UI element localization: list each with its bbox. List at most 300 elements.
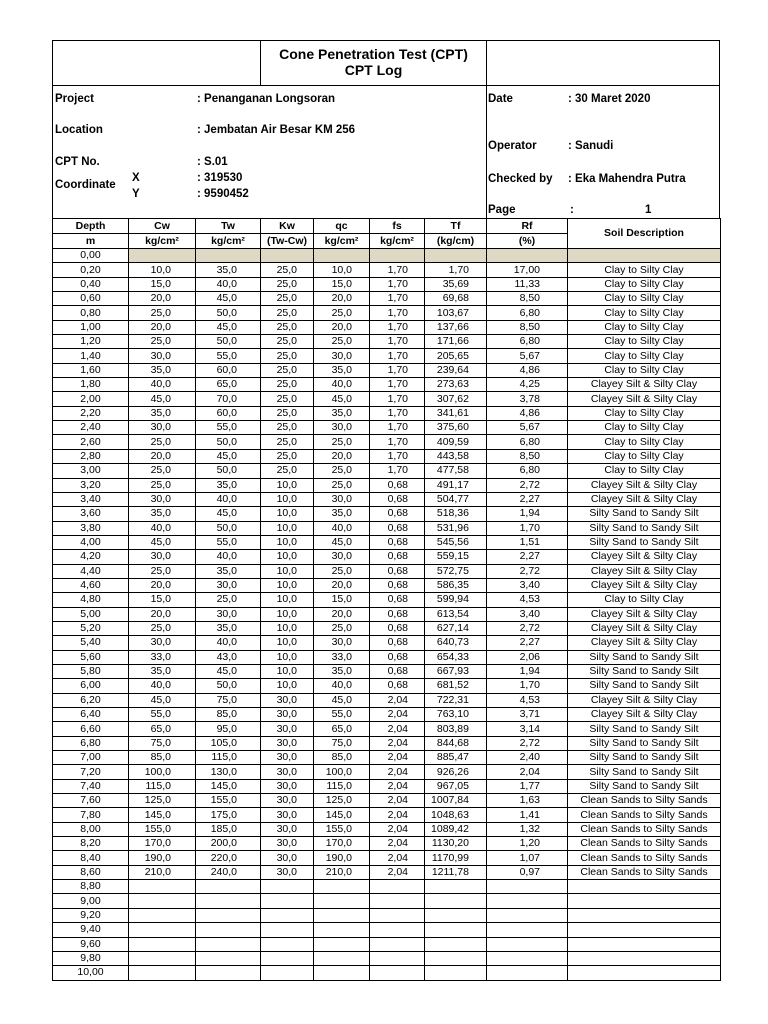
depth-cell: 7,00 [53, 751, 129, 765]
cw-cell: 40,0 [129, 521, 196, 535]
kw-cell: 30,0 [261, 808, 314, 822]
kw-cell: 30,0 [261, 837, 314, 851]
depth-cell: 4,40 [53, 564, 129, 578]
depth-cell: 6,00 [53, 679, 129, 693]
fs-cell: 0,68 [370, 650, 425, 664]
rf-cell: 8,50 [487, 292, 568, 306]
soil-description-cell [568, 880, 721, 894]
tw-cell: 40,0 [196, 636, 261, 650]
cw-cell: 25,0 [129, 435, 196, 449]
depth-cell: 8,20 [53, 837, 129, 851]
fs-cell: 1,70 [370, 406, 425, 420]
fs-cell: 0,68 [370, 636, 425, 650]
depth-cell: 0,60 [53, 292, 129, 306]
depth-cell: 5,00 [53, 607, 129, 621]
fs-cell: 0,68 [370, 507, 425, 521]
depth-cell: 6,80 [53, 736, 129, 750]
depth-cell: 2,00 [53, 392, 129, 406]
cw-cell: 210,0 [129, 865, 196, 879]
tf-cell: 443,58 [425, 449, 487, 463]
date-label: Date [488, 93, 513, 105]
rf-cell: 1,41 [487, 808, 568, 822]
tf-cell: 504,77 [425, 492, 487, 506]
depth-cell: 2,80 [53, 449, 129, 463]
qc-cell: 45,0 [314, 392, 370, 406]
qc-cell: 25,0 [314, 621, 370, 635]
kw-cell: 25,0 [261, 363, 314, 377]
tw-cell [196, 966, 261, 980]
tw-cell: 45,0 [196, 664, 261, 678]
kw-cell: 10,0 [261, 636, 314, 650]
qc-cell: 115,0 [314, 779, 370, 793]
rf-cell: 17,00 [487, 263, 568, 277]
tw-cell: 50,0 [196, 435, 261, 449]
rf-cell: 1,63 [487, 794, 568, 808]
rf-cell: 4,25 [487, 378, 568, 392]
kw-cell: 25,0 [261, 306, 314, 320]
depth-cell: 6,60 [53, 722, 129, 736]
qc-cell: 65,0 [314, 722, 370, 736]
table-row [53, 621, 721, 635]
table-row [53, 521, 721, 535]
soil-description-cell: Silty Sand to Sandy Silt [568, 722, 721, 736]
fs-cell: 2,04 [370, 794, 425, 808]
soil-description-cell: Clayey Silt & Silty Clay [568, 708, 721, 722]
tw-cell: 30,0 [196, 578, 261, 592]
cw-cell: 155,0 [129, 822, 196, 836]
depth-cell: 6,20 [53, 693, 129, 707]
soil-description-cell: Silty Sand to Sandy Silt [568, 521, 721, 535]
rf-cell: 6,80 [487, 435, 568, 449]
soil-description-cell [568, 923, 721, 937]
kw-cell: 30,0 [261, 794, 314, 808]
qc-cell: 20,0 [314, 578, 370, 592]
table-row [53, 320, 721, 334]
tw-cell: 55,0 [196, 421, 261, 435]
rf-cell: 6,80 [487, 335, 568, 349]
cw-cell: 20,0 [129, 449, 196, 463]
location-value: : Jembatan Air Besar KM 256 [197, 124, 356, 136]
fs-cell [370, 894, 425, 908]
cw-cell: 20,0 [129, 607, 196, 621]
fs-cell: 0,68 [370, 578, 425, 592]
soil-description-cell [568, 951, 721, 965]
soil-description-cell: Silty Sand to Sandy Silt [568, 736, 721, 750]
title-left-cell [53, 41, 261, 85]
tw-cell: 40,0 [196, 492, 261, 506]
tf-cell: 599,94 [425, 593, 487, 607]
qc-cell: 190,0 [314, 851, 370, 865]
fs-cell: 0,68 [370, 521, 425, 535]
soil-description-cell: Clayey Silt & Silty Clay [568, 636, 721, 650]
soil-description-cell: Clayey Silt & Silty Clay [568, 392, 721, 406]
tf-cell [425, 880, 487, 894]
rf-cell: 1,70 [487, 521, 568, 535]
document-title: Cone Penetration Test (CPT) [279, 46, 468, 62]
rf-cell: 3,14 [487, 722, 568, 736]
soil-description-cell: Silty Sand to Sandy Silt [568, 664, 721, 678]
rf-cell [487, 966, 568, 980]
depth-cell: 3,80 [53, 521, 129, 535]
rf-cell: 8,50 [487, 320, 568, 334]
qc-cell: 30,0 [314, 349, 370, 363]
depth-cell: 5,40 [53, 636, 129, 650]
tf-cell: 171,66 [425, 335, 487, 349]
cw-cell: 30,0 [129, 636, 196, 650]
tf-cell: 681,52 [425, 679, 487, 693]
soil-description-cell: Clay to Silty Clay [568, 464, 721, 478]
tw-cell [196, 880, 261, 894]
rf-cell: 3,78 [487, 392, 568, 406]
depth-cell: 2,60 [53, 435, 129, 449]
table-row [53, 923, 721, 937]
tw-cell [196, 249, 261, 263]
tf-cell: 1130,20 [425, 837, 487, 851]
soil-description-cell: Silty Sand to Sandy Silt [568, 765, 721, 779]
fs-cell: 2,04 [370, 865, 425, 879]
tw-cell: 35,0 [196, 564, 261, 578]
table-row [53, 349, 721, 363]
fs-cell: 1,70 [370, 292, 425, 306]
table-row [53, 578, 721, 592]
cw-cell [129, 937, 196, 951]
depth-header: Depth [53, 219, 129, 234]
tf-header: Tf [425, 219, 487, 234]
table-row [53, 736, 721, 750]
fs-cell: 0,68 [370, 664, 425, 678]
tw-cell: 35,0 [196, 621, 261, 635]
cw-cell [129, 880, 196, 894]
soil-description-cell: Clay to Silty Clay [568, 421, 721, 435]
soil-description-cell: Silty Sand to Sandy Silt [568, 679, 721, 693]
table-row [53, 722, 721, 736]
tf-cell: 640,73 [425, 636, 487, 650]
tf-cell: 654,33 [425, 650, 487, 664]
table-row [53, 478, 721, 492]
kw-cell: 10,0 [261, 564, 314, 578]
tw-cell: 175,0 [196, 808, 261, 822]
tw-cell [196, 908, 261, 922]
qc-cell: 170,0 [314, 837, 370, 851]
cw-cell: 25,0 [129, 464, 196, 478]
tf-cell: 518,36 [425, 507, 487, 521]
fs-cell: 2,04 [370, 765, 425, 779]
tw-cell: 45,0 [196, 320, 261, 334]
cw-unit: kg/cm² [129, 234, 196, 249]
soil-description-cell: Clay to Silty Clay [568, 292, 721, 306]
rf-cell: 2,27 [487, 636, 568, 650]
kw-cell [261, 966, 314, 980]
qc-cell: 25,0 [314, 564, 370, 578]
cw-cell [129, 894, 196, 908]
table-row [53, 822, 721, 836]
depth-cell: 1,00 [53, 320, 129, 334]
tf-cell: 967,05 [425, 779, 487, 793]
fs-cell: 2,04 [370, 822, 425, 836]
rf-cell: 1,20 [487, 837, 568, 851]
fs-cell: 1,70 [370, 335, 425, 349]
tw-cell: 55,0 [196, 349, 261, 363]
rf-cell: 6,80 [487, 464, 568, 478]
table-row [53, 550, 721, 564]
qc-cell: 25,0 [314, 435, 370, 449]
cw-cell: 85,0 [129, 751, 196, 765]
fs-cell: 2,04 [370, 751, 425, 765]
depth-cell: 3,40 [53, 492, 129, 506]
tw-cell: 220,0 [196, 851, 261, 865]
rf-cell: 1,07 [487, 851, 568, 865]
depth-cell: 5,60 [53, 650, 129, 664]
rf-cell: 1,70 [487, 679, 568, 693]
qc-cell: 145,0 [314, 808, 370, 822]
tw-cell: 200,0 [196, 837, 261, 851]
fs-cell: 1,70 [370, 320, 425, 334]
qc-cell: 10,0 [314, 263, 370, 277]
fs-cell: 2,04 [370, 851, 425, 865]
fs-cell: 2,04 [370, 736, 425, 750]
rf-cell: 5,67 [487, 421, 568, 435]
document-subtitle: CPT Log [344, 62, 403, 78]
fs-cell: 1,70 [370, 263, 425, 277]
soil-description-cell: Clay to Silty Clay [568, 277, 721, 291]
table-row [53, 779, 721, 793]
depth-cell: 8,00 [53, 822, 129, 836]
tw-cell: 145,0 [196, 779, 261, 793]
fs-cell: 0,68 [370, 593, 425, 607]
cw-cell [129, 249, 196, 263]
tw-cell: 95,0 [196, 722, 261, 736]
fs-cell: 2,04 [370, 722, 425, 736]
fs-cell: 0,68 [370, 478, 425, 492]
tf-unit: (kg/cm) [425, 234, 487, 249]
kw-cell: 25,0 [261, 349, 314, 363]
tw-header: Tw [196, 219, 261, 234]
rf-cell: 6,80 [487, 306, 568, 320]
cw-cell: 170,0 [129, 837, 196, 851]
tw-cell: 40,0 [196, 550, 261, 564]
tw-cell [196, 894, 261, 908]
soil-description-cell: Clay to Silty Clay [568, 263, 721, 277]
coordinate-label: Coordinate [55, 179, 116, 191]
cw-cell: 15,0 [129, 593, 196, 607]
qc-cell: 25,0 [314, 335, 370, 349]
depth-cell: 2,20 [53, 406, 129, 420]
cw-cell: 125,0 [129, 794, 196, 808]
cw-cell [129, 908, 196, 922]
rf-cell: 2,72 [487, 564, 568, 578]
tw-cell: 40,0 [196, 277, 261, 291]
depth-cell: 1,80 [53, 378, 129, 392]
kw-cell: 25,0 [261, 320, 314, 334]
depth-cell: 9,60 [53, 937, 129, 951]
cw-cell: 55,0 [129, 708, 196, 722]
qc-cell: 40,0 [314, 679, 370, 693]
tf-cell: 103,67 [425, 306, 487, 320]
tf-cell: 885,47 [425, 751, 487, 765]
kw-cell: 30,0 [261, 722, 314, 736]
tf-cell: 613,54 [425, 607, 487, 621]
rf-cell: 2,27 [487, 550, 568, 564]
header-row [53, 219, 721, 234]
table-row [53, 277, 721, 291]
tf-cell: 559,15 [425, 550, 487, 564]
tw-cell: 50,0 [196, 679, 261, 693]
qc-cell [314, 894, 370, 908]
table-row [53, 908, 721, 922]
kw-cell: 10,0 [261, 679, 314, 693]
fs-cell: 1,70 [370, 306, 425, 320]
cw-cell: 145,0 [129, 808, 196, 822]
kw-cell: 25,0 [261, 464, 314, 478]
fs-cell [370, 966, 425, 980]
tf-cell: 1048,63 [425, 808, 487, 822]
kw-cell: 30,0 [261, 865, 314, 879]
depth-cell: 9,80 [53, 951, 129, 965]
fs-cell [370, 880, 425, 894]
soil-description-cell [568, 937, 721, 951]
rf-cell: 1,32 [487, 822, 568, 836]
rf-cell: 2,04 [487, 765, 568, 779]
cw-cell: 30,0 [129, 492, 196, 506]
tf-cell [425, 923, 487, 937]
depth-cell: 4,80 [53, 593, 129, 607]
kw-cell: 10,0 [261, 650, 314, 664]
kw-cell: 25,0 [261, 263, 314, 277]
kw-cell: 25,0 [261, 392, 314, 406]
cw-cell: 33,0 [129, 650, 196, 664]
table-body [53, 249, 721, 981]
qc-cell: 35,0 [314, 664, 370, 678]
table-row [53, 263, 721, 277]
tw-cell: 155,0 [196, 794, 261, 808]
rf-cell [487, 923, 568, 937]
rf-cell: 3,71 [487, 708, 568, 722]
depth-cell: 2,40 [53, 421, 129, 435]
table-row [53, 636, 721, 650]
qc-cell: 25,0 [314, 478, 370, 492]
kw-cell: 10,0 [261, 578, 314, 592]
tf-cell: 531,96 [425, 521, 487, 535]
qc-cell: 40,0 [314, 521, 370, 535]
title-row [52, 40, 720, 86]
rf-cell: 4,86 [487, 363, 568, 377]
cw-cell: 190,0 [129, 851, 196, 865]
qc-cell: 20,0 [314, 449, 370, 463]
soil-description-cell: Clean Sands to Silty Sands [568, 794, 721, 808]
fs-cell: 0,68 [370, 564, 425, 578]
qc-cell: 125,0 [314, 794, 370, 808]
soil-description-cell: Silty Sand to Sandy Silt [568, 535, 721, 549]
soil-description-cell: Clay to Silty Clay [568, 306, 721, 320]
tw-cell: 60,0 [196, 363, 261, 377]
tw-cell [196, 923, 261, 937]
rf-cell: 2,72 [487, 621, 568, 635]
rf-cell: 2,40 [487, 751, 568, 765]
soil-description-cell: Clayey Silt & Silty Clay [568, 564, 721, 578]
rf-cell [487, 937, 568, 951]
project-value: : Penanganan Longsoran [197, 93, 336, 105]
fs-cell: 1,70 [370, 363, 425, 377]
table-row [53, 765, 721, 779]
kw-cell: 25,0 [261, 421, 314, 435]
rf-header: Rf [487, 219, 568, 234]
kw-cell [261, 894, 314, 908]
depth-cell: 5,20 [53, 621, 129, 635]
cw-cell [129, 951, 196, 965]
tf-cell: 341,61 [425, 406, 487, 420]
depth-cell: 0,80 [53, 306, 129, 320]
tf-cell: 1211,78 [425, 865, 487, 879]
qc-cell: 15,0 [314, 593, 370, 607]
qc-cell: 55,0 [314, 708, 370, 722]
qc-cell: 20,0 [314, 320, 370, 334]
qc-cell: 85,0 [314, 751, 370, 765]
depth-cell: 7,20 [53, 765, 129, 779]
soil-description-cell: Clayey Silt & Silty Clay [568, 607, 721, 621]
depth-cell: 0,20 [53, 263, 129, 277]
soil-description-cell: Clay to Silty Clay [568, 335, 721, 349]
tw-cell: 50,0 [196, 521, 261, 535]
kw-cell [261, 908, 314, 922]
cw-cell: 65,0 [129, 722, 196, 736]
fs-cell: 1,70 [370, 421, 425, 435]
tf-cell: 307,62 [425, 392, 487, 406]
kw-cell [261, 249, 314, 263]
kw-unit: (Tw-Cw) [261, 234, 314, 249]
qc-cell [314, 966, 370, 980]
depth-cell: 8,80 [53, 880, 129, 894]
cw-cell: 30,0 [129, 421, 196, 435]
table-row [53, 593, 721, 607]
tf-cell [425, 937, 487, 951]
qc-cell: 20,0 [314, 607, 370, 621]
fs-cell: 1,70 [370, 435, 425, 449]
tw-unit: kg/cm² [196, 234, 261, 249]
table-row [53, 894, 721, 908]
tw-cell: 45,0 [196, 449, 261, 463]
soil-description-cell: Clayey Silt & Silty Clay [568, 492, 721, 506]
table-row [53, 535, 721, 549]
soil-description-cell: Clay to Silty Clay [568, 435, 721, 449]
cpt-no-label: CPT No. [55, 156, 100, 168]
depth-cell: 7,60 [53, 794, 129, 808]
tw-cell: 115,0 [196, 751, 261, 765]
tf-cell: 627,14 [425, 621, 487, 635]
depth-cell: 0,40 [53, 277, 129, 291]
rf-cell [487, 880, 568, 894]
operator-label: Operator [488, 140, 537, 152]
qc-cell: 30,0 [314, 421, 370, 435]
depth-cell: 3,60 [53, 507, 129, 521]
qc-cell [314, 937, 370, 951]
rf-cell: 4,86 [487, 406, 568, 420]
soil-description-cell: Silty Sand to Sandy Silt [568, 779, 721, 793]
table-row [53, 966, 721, 980]
table-row [53, 392, 721, 406]
soil-description-cell: Clay to Silty Clay [568, 349, 721, 363]
tf-cell: 1007,84 [425, 794, 487, 808]
depth-cell: 1,20 [53, 335, 129, 349]
qc-cell: 210,0 [314, 865, 370, 879]
qc-cell: 100,0 [314, 765, 370, 779]
table-row [53, 249, 721, 263]
cw-header: Cw [129, 219, 196, 234]
kw-cell: 10,0 [261, 664, 314, 678]
page-colon: : [570, 204, 574, 216]
depth-cell: 7,80 [53, 808, 129, 822]
kw-cell [261, 951, 314, 965]
qc-cell [314, 951, 370, 965]
